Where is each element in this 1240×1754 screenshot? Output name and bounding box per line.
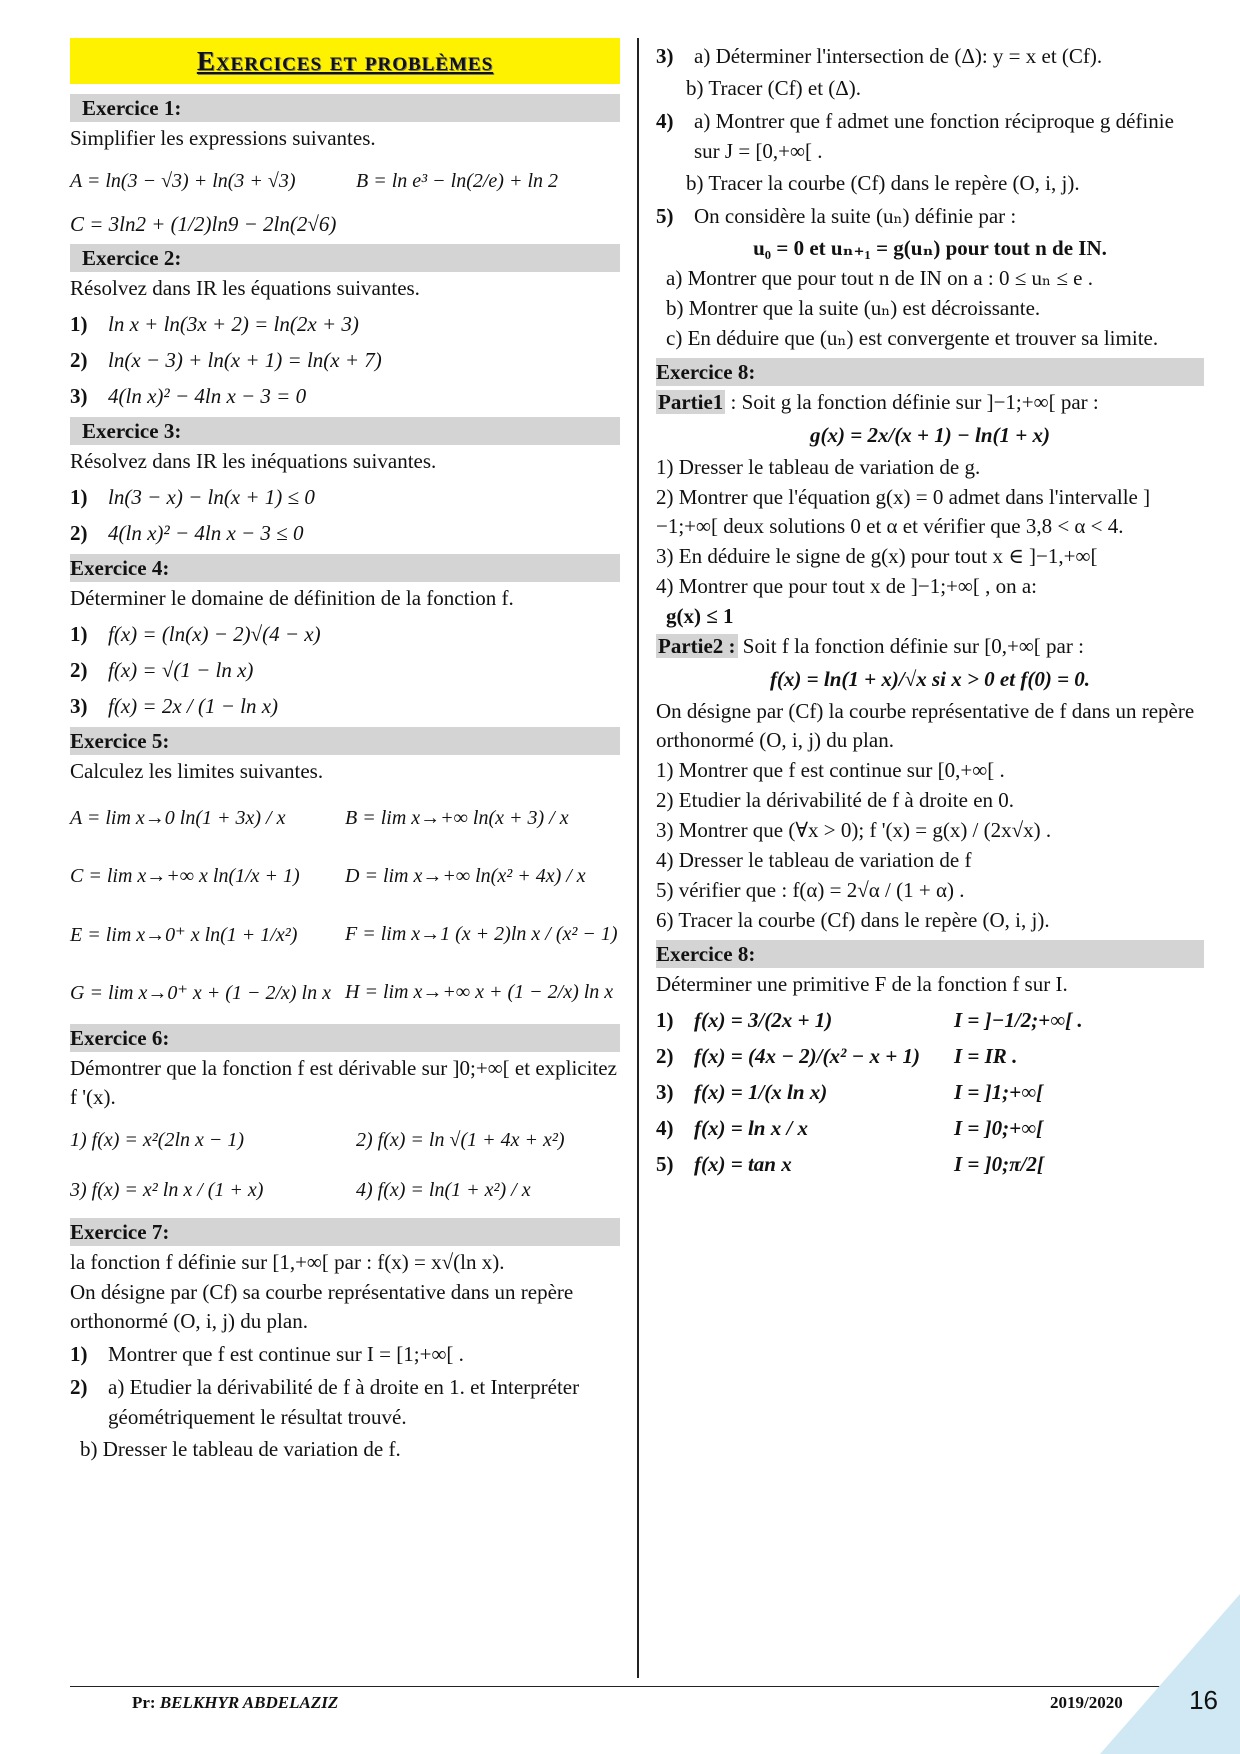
primitive-interval: I = ]1;+∞[ [954, 1080, 1044, 1104]
part-1-question-4: 4) Montrer que pour tout x de ]−1;+∞[ , on a: [656, 574, 1037, 598]
item-number: 2) [656, 1043, 674, 1068]
exercise-7-curve: On désigne par (Cf) sa courbe représentative dans un repère orthonormé (O, i, j) du plan. [70, 1280, 574, 1333]
item-number: 4) [656, 1115, 674, 1140]
item-number: 3) [70, 383, 88, 408]
exercise-3-instruction: Résolvez dans IR les inéquations suivantes. [70, 449, 437, 473]
primitive-item [656, 1113, 1204, 1143]
function: f(x) = 2x / (1 − ln x) [108, 694, 279, 718]
page-number: 16 [1189, 1685, 1218, 1715]
expression-a: A = ln(3 − √3) + ln(3 + √3) [70, 169, 296, 192]
function-3: 3) f(x) = x² ln x / (1 + x) [70, 1178, 264, 1201]
exercise-1-instruction: Simplifier les expressions suivantes. [70, 126, 376, 150]
primitive-interval: I = ]0;+∞[ [954, 1116, 1044, 1140]
item-number: 1) [656, 1007, 674, 1032]
function-1: 1) f(x) = x²(2ln x − 1) [70, 1128, 245, 1151]
footer-author [132, 1693, 338, 1713]
page-title-banner [70, 38, 620, 84]
exercise-3-heading: Exercice 3: [70, 417, 620, 445]
limit-g: G = lim x→0⁺ x + (1 − 2/x) ln x [70, 981, 331, 1004]
primitive-function: f(x) = tan x [694, 1152, 792, 1176]
part-1-label: Partie1 [658, 390, 724, 414]
item-number: 3) [656, 1079, 674, 1104]
limit-b: B = lim x→+∞ ln(x + 3) / x [345, 806, 569, 829]
exercise-9-heading: Exercice 8: [656, 940, 1204, 968]
equation: 4(ln x)² − 4ln x − 3 = 0 [108, 384, 307, 408]
part-2-curve: On désigne par (Cf) la courbe représentative de f dans un repère orthonormé (O, i, j) du plan. [656, 699, 1195, 752]
limits-row [70, 792, 620, 844]
page-corner-decoration [1100, 1594, 1240, 1754]
exercise-7-question-2a: 2) a) Etudier la dérivabilité de f à droite en 1. et Interpréter géométriquement le résultat trouvé. [70, 1372, 620, 1432]
equation: ln(x − 3) + ln(x + 1) = ln(x + 7) [108, 348, 382, 372]
exercise-1-heading: Exercice 1: [70, 94, 620, 122]
part-2-question-2: 2) Etudier la dérivabilité de f à droite en 0. [656, 788, 1015, 812]
equation: ln x + ln(3x + 2) = ln(2x + 3) [108, 312, 359, 336]
part-2-intro-text: Soit f la fonction définie sur [0,+∞[ par : [737, 634, 1084, 658]
part-1-question-1: 1) Dresser le tableau de variation de g. [656, 455, 981, 479]
limit-c: C = lim x→+∞ x ln(1/x + 1) [70, 864, 300, 887]
exercise-3-item [70, 518, 620, 548]
question-text: On considère la suite (uₙ) définie par : [694, 204, 1017, 228]
part-1-question-2: 2) Montrer que l'équation g(x) = 0 admet dans l'intervalle ]−1;+∞[ deux solutions 0 et α et vérifier que 3,8 < α < 4. [656, 485, 1151, 538]
exercise-7-question-3b: b) Tracer (Cf) et (Δ). [686, 76, 862, 100]
exercise-5-instruction: Calculez les limites suivantes. [70, 759, 324, 783]
limits-row [70, 850, 620, 902]
part-1-question-4-result: g(x) ≤ 1 [666, 604, 734, 628]
primitive-function: f(x) = 3/(2x + 1) [694, 1008, 833, 1032]
expression-b: B = ln e³ − ln(2/e) + ln 2 [356, 169, 559, 192]
part-2-question-3: 3) Montrer que (∀x > 0); f '(x) = g(x) / (2x√x) . [656, 818, 1052, 842]
limit-e: E = lim x→0⁺ x ln(1 + 1/x²) [70, 923, 298, 946]
primitive-item [656, 1077, 1204, 1107]
primitive-function: f(x) = ln x / x [694, 1116, 809, 1140]
part-2-question-5: 5) vérifier que : f(α) = 2√α / (1 + α) . [656, 878, 965, 902]
function-4: 4) f(x) = ln(1 + x²) / x [356, 1178, 531, 1201]
part-2-intro [656, 632, 1204, 661]
limits-row [70, 908, 620, 960]
exercise-2-heading: Exercice 2: [70, 244, 620, 272]
exercise-8-heading: Exercice 8: [656, 358, 1204, 386]
item-number: 5) [656, 1151, 674, 1176]
primitive-item [656, 1149, 1204, 1179]
part-1-question-3: 3) En déduire le signe de g(x) pour tout x ∈ ]−1,+∞[ [656, 544, 1098, 568]
question-text: a) Déterminer l'intersection de (Δ): y = x et (Cf). [694, 44, 1103, 68]
exercise-7-question-3a: 3) a) Déterminer l'intersection de (Δ): y = x et (Cf). [656, 41, 1204, 71]
primitive-interval: I = ]0;π/2[ [954, 1152, 1044, 1176]
limit-f: F = lim x→1 (x + 2)ln x / (x² − 1) [345, 922, 618, 945]
right-column [656, 38, 1204, 1185]
exercise-4-item [70, 655, 620, 685]
primitive-function: f(x) = (4x − 2)/(x² − x + 1) [694, 1044, 920, 1068]
exercise-6-functions-row [70, 1168, 620, 1212]
exercise-4-heading: Exercice 4: [70, 554, 620, 582]
exercise-2-item [70, 309, 620, 339]
item-number: 1) [70, 621, 88, 646]
inequation: 4(ln x)² − 4ln x − 3 ≤ 0 [108, 521, 304, 545]
exercise-4-instruction: Déterminer le domaine de définition de la fonction f. [70, 586, 514, 610]
exercise-7-heading: Exercice 7: [70, 1218, 620, 1246]
limit-a: A = lim x→0 ln(1 + 3x) / x [70, 806, 286, 829]
exercise-4-item [70, 619, 620, 649]
exercise-6-heading: Exercice 6: [70, 1024, 620, 1052]
item-number: 1) [70, 311, 88, 336]
primitive-item [656, 1005, 1204, 1035]
exercise-2-item [70, 381, 620, 411]
sequence-definition: u₀ = 0 et uₙ₊₁ = g(uₙ) pour tout n de IN. [753, 236, 1107, 260]
exercise-7-question-5a: a) Montrer que pour tout n de IN on a : 0 ≤ uₙ ≤ e . [666, 266, 1093, 290]
author-name: BELKHYR ABDELAZIZ [159, 1693, 339, 1712]
exercise-1-expressions-ab [70, 159, 620, 203]
part-2-question-1: 1) Montrer que f est continue sur [0,+∞[ . [656, 758, 1005, 782]
exercise-7-question-5b: b) Montrer que la suite (uₙ) est décroissante. [666, 296, 1041, 320]
exercise-2-item [70, 345, 620, 375]
f-definition: f(x) = ln(1 + x)/√x si x > 0 et f(0) = 0. [769, 667, 1091, 691]
exercise-2-instruction: Résolvez dans IR les équations suivantes. [70, 276, 420, 300]
exercise-9-instruction: Déterminer une primitive F de la fonction f sur I. [656, 972, 1068, 996]
exercise-5-heading: Exercice 5: [70, 727, 620, 755]
footer-prefix: Pr: [132, 1693, 160, 1712]
exercise-7-intro: la fonction f définie sur [1,+∞[ par : f(x) = x√(ln x). [70, 1250, 505, 1274]
part-2-question-6: 6) Tracer la courbe (Cf) dans le repère (O, i, j). [656, 908, 1050, 932]
question-text: Montrer que f est continue sur I = [1;+∞[ . [108, 1342, 464, 1366]
primitive-item [656, 1041, 1204, 1071]
inequation: ln(3 − x) − ln(x + 1) ≤ 0 [108, 485, 315, 509]
footer-year: 2019/2020 [1050, 1693, 1123, 1712]
question-text: a) Etudier la dérivabilité de f à droite en 1. et Interpréter géométriquement le résultat trouvé. [108, 1375, 580, 1429]
item-number: 2) [70, 657, 88, 682]
part-2-question-4: 4) Dresser le tableau de variation de f [656, 848, 972, 872]
part-2-label: Partie2 : [658, 634, 736, 658]
primitive-function: f(x) = 1/(x ln x) [694, 1080, 828, 1104]
g-definition: g(x) = 2x/(x + 1) − ln(1 + x) [810, 423, 1050, 447]
footer-rule [70, 1686, 1180, 1687]
limit-d: D = lim x→+∞ ln(x² + 4x) / x [345, 864, 586, 887]
function: f(x) = (ln(x) − 2)√(4 − x) [108, 622, 321, 646]
limits-row [70, 966, 620, 1018]
item-number: 1) [70, 484, 88, 509]
limit-h: H = lim x→+∞ x + (1 − 2/x) ln x [345, 980, 614, 1003]
part-1-intro-text: : Soit g la fonction définie sur ]−1;+∞[ par : [725, 390, 1099, 414]
exercise-7-question-2b: b) Dresser le tableau de variation de f. [80, 1437, 401, 1461]
page-title: Exercices et problèmes [196, 46, 494, 76]
left-column [70, 38, 620, 1465]
function-2: 2) f(x) = ln √(1 + 4x + x²) [356, 1128, 565, 1151]
exercise-7-question-1: 1) Montrer que f est continue sur I = [1;+∞[ . [70, 1339, 620, 1369]
primitive-interval: I = IR . [954, 1044, 1018, 1068]
exercise-3-item [70, 482, 620, 512]
item-number: 2) [70, 520, 88, 545]
item-number: 3) [70, 693, 88, 718]
exercise-6-instruction: Démontrer que la fonction f est dérivable sur ]0;+∞[ et explicitez f '(x). [70, 1056, 617, 1109]
exercise-7-question-4a: 4) a) Montrer que f admet une fonction réciproque g définie sur J = [0,+∞[ . [656, 106, 1204, 166]
exercise-4-item [70, 691, 620, 721]
exercise-7-question-5: 5) On considère la suite (uₙ) définie par : [656, 201, 1204, 231]
exercise-7-question-5c: c) En déduire que (uₙ) est convergente et trouver sa limite. [666, 326, 1159, 350]
exercise-7-question-4b: b) Tracer la courbe (Cf) dans le repère (O, i, j). [686, 171, 1080, 195]
column-divider [637, 38, 639, 1678]
expression-c: C = 3ln2 + (1/2)ln9 − 2ln(2√6) [70, 212, 337, 236]
function: f(x) = √(1 − ln x) [108, 658, 254, 682]
exercise-6-functions-row [70, 1118, 620, 1162]
part-1-intro [656, 388, 1204, 417]
question-text: a) Montrer que f admet une fonction réciproque g définie sur J = [0,+∞[ . [694, 109, 1174, 163]
item-number: 2) [70, 347, 88, 372]
primitive-interval: I = ]−1/2;+∞[ . [954, 1008, 1083, 1032]
